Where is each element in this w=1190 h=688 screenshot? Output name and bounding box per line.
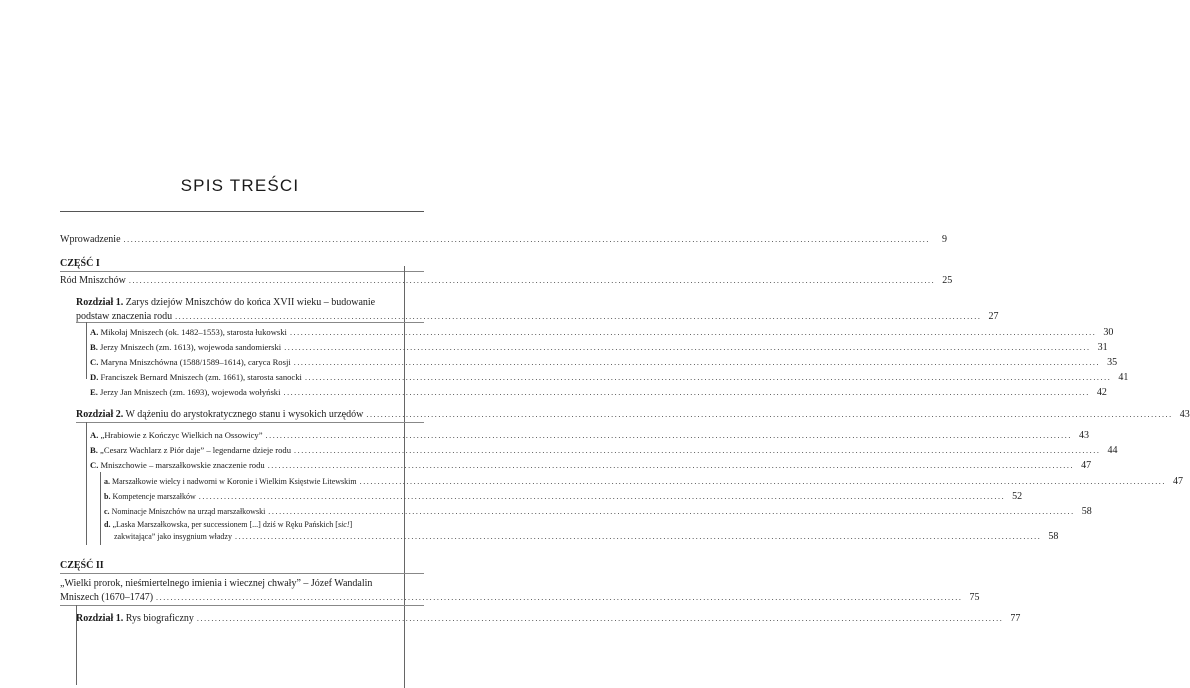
- item-label: C.: [90, 357, 99, 367]
- dot-leader: [290, 326, 1096, 339]
- page-number: 43: [1179, 409, 1190, 420]
- toc-entry-chapter-2[interactable]: [76, 408, 1190, 421]
- toc-entry-1a[interactable]: [90, 326, 1114, 339]
- toc-entry-text: „Laska Marszałkowska, per successionem [...] dziś w Ręku Pańskich [: [112, 520, 338, 529]
- item-label: B.: [90, 342, 98, 352]
- toc-entry-2c[interactable]: [90, 459, 1092, 472]
- toc-entry-text: Jerzy Jan Mniszech (zm. 1693), wojewoda wołyński: [100, 387, 281, 397]
- toc-entry-text-cont: podstaw znaczenia rodu: [76, 310, 173, 322]
- item-label: D.: [90, 372, 99, 382]
- dot-leader: [284, 341, 1090, 354]
- dot-leader: [360, 475, 1166, 488]
- toc-entry-text: „Wielki prorok, nieśmiertelnego imienia i wiecznej chwały” – Józef Wandalin: [60, 578, 373, 589]
- dot-leader: [175, 310, 981, 324]
- toc-entry-text: Mikołaj Mniszech (ok. 1482–1553), starosta łukowski: [100, 327, 287, 337]
- page-number: 52: [1012, 491, 1023, 502]
- page-number: 75: [969, 591, 980, 603]
- chapter-label: Rozdział 1.: [76, 613, 124, 624]
- indent-rule: [86, 322, 87, 379]
- dot-leader: [197, 612, 1003, 625]
- item-label: d.: [104, 520, 111, 529]
- page-number: 25: [942, 275, 953, 286]
- toc-entry-text: Nominacje Mniszchów na urząd marszałkowski: [111, 507, 266, 516]
- toc-entry-text: Jerzy Mniszech (zm. 1613), wojewoda sandomierski: [100, 342, 282, 352]
- toc-entry-rod[interactable]: [60, 274, 953, 287]
- toc-entry-text: Ród Mniszchów: [60, 275, 126, 286]
- toc-entry-2b[interactable]: [90, 444, 1118, 457]
- dot-leader: [129, 274, 935, 287]
- indent-rule: [100, 472, 101, 545]
- toc-entry-part2-chapter-1[interactable]: [76, 612, 1021, 625]
- page-number: 30: [1103, 327, 1114, 338]
- item-label: a.: [104, 477, 110, 486]
- page-number: 43: [1078, 430, 1089, 441]
- dot-leader: [294, 356, 1100, 369]
- toc-entry-text-cont: Mniszech (1670–1747): [60, 591, 154, 603]
- title-divider: [60, 211, 424, 212]
- chapter-label: Rozdział 2.: [76, 409, 124, 420]
- toc-entry-wielki[interactable]: [60, 577, 980, 604]
- dot-leader: [268, 459, 1074, 472]
- toc-entry-2cb[interactable]: [104, 490, 1023, 503]
- section-divider: [76, 322, 424, 323]
- toc-entry-text: Rys biograficzny: [125, 613, 194, 624]
- part-divider: [60, 573, 424, 574]
- dot-leader: [283, 386, 1089, 399]
- page-number: 27: [988, 310, 999, 322]
- item-label: B.: [90, 445, 98, 455]
- part-heading-2: CZĘŚĆ II: [60, 560, 104, 571]
- toc-entry-intro[interactable]: [60, 233, 947, 246]
- page-number: 77: [1010, 613, 1021, 624]
- dot-leader: [305, 371, 1111, 384]
- toc-entry-text: Zarys dziejów Mniszchów do końca XVII wieku – budowanie: [125, 297, 376, 308]
- indent-rule: [86, 422, 87, 545]
- toc-entry-text: Mniszchowie – marszałkowskie znaczenie rodu: [100, 460, 265, 470]
- chapter-label: Rozdział 1.: [76, 297, 124, 308]
- dot-leader: [124, 233, 930, 246]
- dot-leader: [266, 429, 1072, 442]
- toc-entry-1e[interactable]: [90, 386, 1107, 399]
- toc-entry-text: Marszałkowie wielcy i nadworni w Koronie i Wielkim Księstwie Litewskim: [112, 477, 357, 486]
- page-title: SPIS TREŚCI: [180, 176, 300, 195]
- page-number: 47: [1081, 460, 1092, 471]
- toc-entry-1b[interactable]: [90, 341, 1108, 354]
- page-number: 9: [941, 234, 947, 245]
- section-divider: [60, 605, 424, 606]
- page-number: 41: [1118, 372, 1129, 383]
- toc-entry-2cc[interactable]: [104, 505, 1092, 518]
- toc-entry-text: „Hrabiowie z Kończyc Wielkich na Ossowicy”: [100, 430, 263, 440]
- page-number: 47: [1173, 476, 1183, 487]
- dot-leader: [199, 490, 1005, 503]
- dot-leader: [235, 531, 1041, 543]
- toc-entry-text-close: ]: [349, 520, 353, 529]
- toc-entry-text: Maryna Mniszchówna (1588/1589–1614), caryca Rosji: [100, 357, 291, 367]
- toc-entry-2ca[interactable]: [104, 475, 1183, 488]
- item-label: A.: [90, 430, 99, 440]
- section-divider: [76, 422, 424, 423]
- dot-leader: [366, 408, 1172, 421]
- dot-leader: [268, 505, 1074, 518]
- item-label: c.: [104, 507, 110, 516]
- indent-rule: [76, 605, 77, 685]
- toc-entry-text: Franciszek Bernard Mniszech (zm. 1661), starosta sanocki: [100, 372, 302, 382]
- toc-entry-1d[interactable]: [90, 371, 1129, 384]
- page-number: 44: [1107, 445, 1118, 456]
- toc-entry-1c[interactable]: [90, 356, 1118, 369]
- page-number: 58: [1081, 506, 1092, 517]
- page-number: 42: [1096, 387, 1107, 398]
- toc-entry-text-cont: zakwitająca” jako insygnium władzy: [114, 532, 232, 541]
- toc-entry-chapter-1[interactable]: [76, 296, 999, 323]
- toc-entry-2cd[interactable]: [104, 519, 1059, 543]
- dot-leader: [294, 444, 1100, 457]
- toc-entry-emphasis: sic!: [337, 520, 350, 529]
- toc-entry-text: Wprowadzenie: [60, 234, 121, 245]
- page-number: 31: [1097, 342, 1108, 353]
- page-number: 35: [1107, 357, 1118, 368]
- item-label: C.: [90, 460, 99, 470]
- part-divider: [60, 271, 424, 272]
- item-label: E.: [90, 387, 98, 397]
- toc-entry-text: W dążeniu do arystokratycznego stanu i wysokich urzędów: [125, 409, 364, 420]
- page-number: 58: [1048, 531, 1059, 542]
- toc-entry-text: Kompetencje marszałków: [112, 492, 196, 501]
- item-label: b.: [104, 492, 111, 501]
- toc-entry-2a[interactable]: [90, 429, 1089, 442]
- part-heading-1: CZĘŚĆ I: [60, 258, 100, 269]
- item-label: A.: [90, 327, 99, 337]
- dot-leader: [156, 591, 962, 605]
- toc-entry-text: „Cesarz Wachlarz z Piór daje” – legendarne dzieje rodu: [100, 445, 292, 455]
